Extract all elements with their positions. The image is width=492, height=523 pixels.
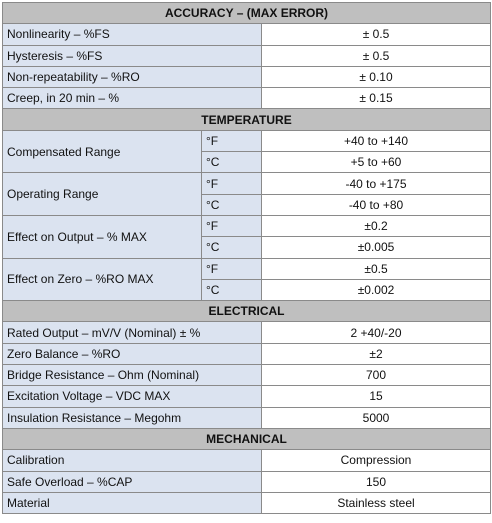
unit-fahrenheit: °F (202, 215, 262, 236)
param-label: Bridge Resistance – Ohm (Nominal) (3, 365, 262, 386)
table-row (3, 322, 491, 343)
unit-celsius: °C (202, 194, 262, 215)
param-label: Non-repeatability – %RO (3, 66, 262, 87)
param-value: 15 (262, 386, 491, 407)
param-label: Hysteresis – %FS (3, 45, 262, 66)
section-title-mechanical: MECHANICAL (3, 428, 491, 449)
param-value: ±0.005 (262, 237, 491, 258)
table-row (3, 386, 491, 407)
param-value: ±2 (262, 343, 491, 364)
unit-celsius: °C (202, 279, 262, 300)
table-row (3, 343, 491, 364)
param-value: 700 (262, 365, 491, 386)
param-value: 150 (262, 471, 491, 492)
param-value: ±0.2 (262, 215, 491, 236)
param-label: Calibration (3, 450, 262, 471)
table-row (3, 450, 491, 471)
table-row (3, 492, 491, 513)
param-label: Creep, in 20 min – % (3, 88, 262, 109)
table-row (3, 88, 491, 109)
unit-celsius: °C (202, 237, 262, 258)
section-header-row (3, 428, 491, 449)
param-label: Nonlinearity – %FS (3, 24, 262, 45)
param-label: Effect on Output – % MAX (3, 215, 202, 258)
unit-fahrenheit: °F (202, 130, 262, 151)
param-value: +40 to +140 (262, 130, 491, 151)
specifications-table (2, 2, 491, 514)
param-value: 2 +40/-20 (262, 322, 491, 343)
section-header-row (3, 3, 491, 24)
section-header-row (3, 109, 491, 130)
param-label: Excitation Voltage – VDC MAX (3, 386, 262, 407)
section-title-electrical: ELECTRICAL (3, 301, 491, 322)
section-title-temperature: TEMPERATURE (3, 109, 491, 130)
param-value: ± 0.5 (262, 24, 491, 45)
param-value: ± 0.5 (262, 45, 491, 66)
param-label: Safe Overload – %CAP (3, 471, 262, 492)
param-value: ±0.5 (262, 258, 491, 279)
table-row (3, 130, 491, 151)
table-row (3, 365, 491, 386)
param-label: Rated Output – mV/V (Nominal) ± % (3, 322, 262, 343)
section-title-accuracy: ACCURACY – (MAX ERROR) (3, 3, 491, 24)
param-label: Zero Balance – %RO (3, 343, 262, 364)
table-row (3, 215, 491, 236)
table-row (3, 24, 491, 45)
table-row (3, 45, 491, 66)
param-label: Compensated Range (3, 130, 202, 173)
table-row (3, 407, 491, 428)
table-row (3, 173, 491, 194)
param-value: Stainless steel (262, 492, 491, 513)
table-row (3, 258, 491, 279)
param-value: ± 0.15 (262, 88, 491, 109)
unit-fahrenheit: °F (202, 258, 262, 279)
param-value: -40 to +175 (262, 173, 491, 194)
param-value: ±0.002 (262, 279, 491, 300)
table-row (3, 471, 491, 492)
unit-fahrenheit: °F (202, 173, 262, 194)
param-value: 5000 (262, 407, 491, 428)
param-value: +5 to +60 (262, 152, 491, 173)
param-value: Compression (262, 450, 491, 471)
table-row (3, 66, 491, 87)
param-label: Effect on Zero – %RO MAX (3, 258, 202, 301)
param-label: Insulation Resistance – Megohm (3, 407, 262, 428)
param-label: Material (3, 492, 262, 513)
unit-celsius: °C (202, 152, 262, 173)
param-value: ± 0.10 (262, 66, 491, 87)
param-label: Operating Range (3, 173, 202, 216)
param-value: -40 to +80 (262, 194, 491, 215)
section-header-row (3, 301, 491, 322)
